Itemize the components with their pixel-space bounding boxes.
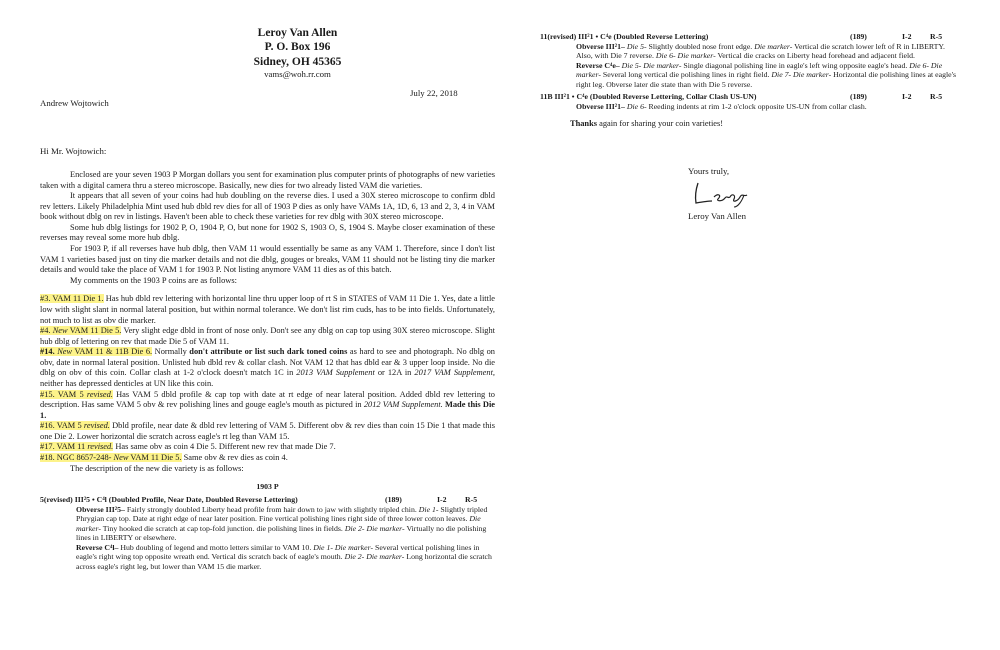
comment-18-highlight: #18. NGC 8657-248- New VAM 11 Die 5. — [40, 453, 182, 463]
variety-5-obverse: Obverse III²5– Fairly strongly doubled Liberty head profile from hair down to jaw with slightly tripled chin. Die 1- Slightly tripled Phrygian cap top. Date at right edge of near later position. Fine vertical polishing lines right side of three lower cotton leaves. Die marker- Tiny hooked die scratch at cap top-fold junction. die polishing lines in fields. Die 2- Die marker- Virtually no die polishing lines in LIBERTY or elsewhere. — [76, 504, 488, 543]
comment-17: #17. VAM 11 revised. Has same obv as coin 4 Die 5. Different new rev that made Die 7. — [40, 442, 336, 452]
comment-18: #18. NGC 8657-248- New VAM 11 Die 5. Same obv & rev dies as coin 4. — [40, 453, 288, 463]
thanks-line: Thanks again for sharing your coin varieties! — [570, 119, 724, 128]
comment-16: #16. VAM 5 revised. Dbld profile, near date & dbld rev lettering of VAM 5. Different obv & rev dies than coin 15 Die 1 that made this one Die 2. Lower horizontal die scratch across eagle's rt leg than VAM 15. — [40, 421, 496, 441]
variety-5-reverse: Reverse C⁴l– Hub doubling of legend and motto letters similar to VAM 10. Die 1- Die marker- Several vertical polishing lines in eagle's right wing top opposite wreath end. Vertical dis scratch back of eagle's mouth. Die 2- Die marker- Long horizontal die scratch across eagle's right leg, but lower than VAM 15 die marker. — [76, 542, 492, 571]
variety-5-heading: 5(revised) III²5 • C⁴l (Doubled Profile, Near Date, Doubled Reverse Lettering) (189) I-2 R-5 — [40, 495, 478, 504]
salutation: Hi Mr. Wojtowich: — [40, 146, 107, 156]
comment-16-highlight: #16. VAM 5 revised. — [40, 421, 110, 431]
comment-4-highlight: #4. New VAM 11 Die 5. — [40, 326, 122, 336]
comment-3: #3. VAM 11 Die 1. Has hub dbld rev lettering with horizontal line thru upper loop of rt S in STATES of VAM 11 Die 1. Yes, date a little low with slight slant in normal lateral position, but within normal tolerance. We don't list rim cuds, has to be into fields. Unfortunately, not much to list as obv die marker. — [40, 294, 496, 325]
variety-11b-obverse: Obverse III²1– Die 6- Reeding indents at rim 1-2 o'clock opposite US-UN from collar clash. — [576, 101, 867, 111]
paragraph-2: It appears that all seven of your coins had hub doubling on the reverse dies. I used a 30X stereo microscope to confirm dbld rev letters. Likely Philadelphia Mint used hub dbld rev dies for all of 1903 P dies as only have VAMs 1A, 1D, 6, 13 and 2, 3, 4 in VAM book without dblg on rev in listings. Haven't been able to check these varieties for rev dblg with 30X stereo microscope. — [40, 191, 495, 222]
paragraph-1: Enclosed are your seven 1903 P Morgan dollars you sent for examination plus computer prints of photographs of new varieties taken with a digital camera thru a stereo microscope. Basically, new dies for two already listed VAM die varieties. — [40, 170, 495, 190]
description-intro: The description of the new die variety is as follows: — [70, 463, 244, 473]
paragraph-3: Some hub dblg listings for 1902 P, O, 1904 P, O, but none for 1902 S, 1903 O, S, 1904 S. Maybe closer examination of these reverses may reveal some more hub dblg. — [40, 222, 495, 243]
sender-email: vams@woh.rr.com — [264, 69, 331, 80]
closing: Yours truly, — [688, 166, 730, 176]
letterhead — [100, 26, 495, 80]
paragraph-4: For 1903 P, if all reverses have hub dblg, then VAM 11 would essentially be same as any VAM 1. Therefore, since I don't list VAM 1 varieties based just on tiny die marker details and not die dblg, gouges or breaks, VAM 11 should not be listing tiny die marker details and would take the place of VAM 1 for 1903 P. Not listing anymore VAM 11 dies as of this batch. — [40, 244, 495, 275]
left-column — [40, 26, 496, 571]
variety-11-heading: 11(revised) III²1 • C⁴e (Doubled Reverse Lettering) (189) I-2 R-5 — [540, 32, 943, 41]
sender-name: Leroy Van Allen — [257, 27, 338, 39]
sender-city: Sidney, OH 45365 — [253, 55, 342, 68]
signature-name: Leroy Van Allen — [688, 210, 746, 221]
paragraph-5: My comments on the 1903 P coins are as follows: — [70, 275, 237, 285]
variety-11b-heading: 11B III²1 • C⁴e (Doubled Reverse Lettering, Collar Clash US-UN) (189) I-2 R-5 — [540, 92, 943, 101]
comment-14-highlight: #14. New VAM 11 & 11B Die 6. — [40, 347, 153, 357]
variety-11-reverse: Reverse C⁴e– Die 5- Die marker- Single diagonal polishing line in eagle's left wing opposite eagle's head. Die 6- Die marker- Several long vertical die polishing lines in right field. Die 7- Die marker- Horizontal die polishing lines at eagle's right leg. Obverse later die state than with Die 5 reverse. — [576, 60, 957, 89]
recipient-name: Andrew Wojtowich — [40, 98, 109, 108]
comment-3-highlight: #3. VAM 11 Die 1. — [40, 294, 104, 304]
comment-17-highlight: #17. VAM 11 revised. — [40, 442, 114, 452]
comment-14: #14. New VAM 11 & 11B Die 6. Normally don't attribute or list such dark toned coins as hard to see and photograph. No dblg on obv, date in normal lateral position. Unlisted hub dbld rev & collar clash. Not VAM 12 that has dbld ear & 3 upper loop inside. No die dblg on obv of this coin. Collar clash at 1-2 o'clock doesn't match 1C in 2013 VAM Supplement or 12A in 2017 VAM Supplement, neither has depressed denticles at UN like this coin. — [40, 347, 495, 388]
comment-4: #4. New VAM 11 Die 5. Very slight edge dbld in front of nose only. Don't see any dblg on cap top using 30X stereo microscope. Slight hub dblg of lettering on rev that made Die 5 of VAM 11. — [40, 326, 496, 346]
variety-11-obverse: Obverse III²1– Die 5- Slightly doubled nose front edge. Die marker- Vertical die scratch lower left of R in LIBERTY. Also, with Die 7 reverse. Die 6- Die marker- Vertical die cracks on Liberty head forehead and adjacent field. — [576, 41, 945, 60]
comment-15: #15. VAM 5 revised. Has VAM 5 dbld profile & cap top with date at rt edge of near lateral position. Added dbld rev lettering to description. Has same VAM 5 obv & rev polishing lines and gouge eagle's mouth as pictured in 2012 VAM Supplement. Made this Die 1. — [40, 389, 495, 420]
right-column — [540, 32, 960, 221]
handwritten-signature — [692, 179, 752, 209]
section-year: 1903 P — [256, 482, 279, 492]
signature-block — [688, 166, 752, 221]
letter-body — [40, 170, 495, 571]
letter-date: July 22, 2018 — [410, 88, 458, 98]
comment-15-highlight: #15. VAM 5 revised. — [40, 389, 113, 399]
sender-box: P. O. Box 196 — [264, 41, 331, 54]
